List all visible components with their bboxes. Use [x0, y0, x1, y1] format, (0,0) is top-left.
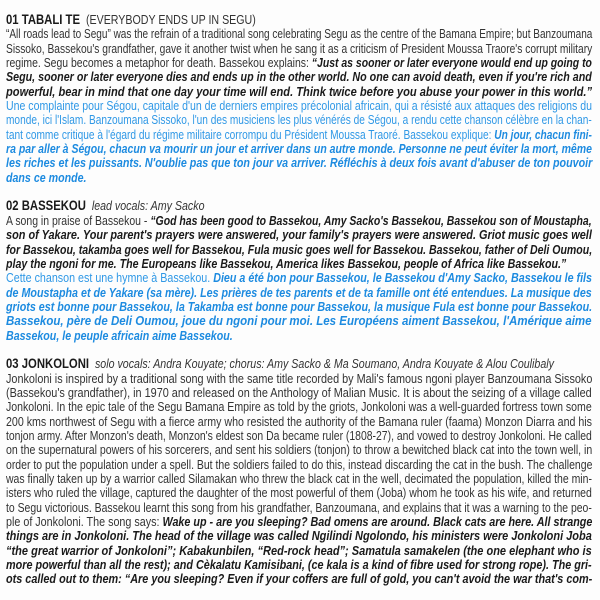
text-line	[6, 256, 567, 271]
track-section	[6, 357, 592, 587]
track-section	[6, 13, 592, 185]
text-line	[6, 285, 592, 300]
track-subtitle: lead vocals: Amy Sacko	[91, 199, 205, 214]
body-text: A song in praise of Bassekou -	[6, 213, 151, 228]
quote-text: Wake up - are you sleeping? Bad omens are around. Black cats are here. All strange	[162, 515, 593, 530]
body-text: was finally taken up by a warrior called Silamakan who threw the black cat in the well, decimated the population, killed the min-	[6, 472, 592, 486]
quote-text: more powerful than all the rest); and Cèkalatu Kamisibani, (ce kala is a kind of fibre used for strong rope). The gri-	[6, 558, 592, 573]
text-line	[6, 228, 592, 243]
track-title: 02 BASSEKOU	[6, 198, 86, 214]
text-line	[6, 486, 592, 501]
quote-text: griots est bonne pour Bassekou, la Takamba est bonne pour Bassekou, la musique Fula est bonne pour Bassekou.	[6, 299, 593, 314]
text-line	[6, 385, 592, 400]
quote-text: ra par aller à Ségou, chacun va mourir un jour et arriver dans un autre monde. Personne ne peut éviter la mort, même	[6, 142, 592, 157]
text-line	[6, 314, 592, 329]
body-text: Sissoko, Bassekou's grandfather, gave it another twist when he sang it as a criticism of President Moussa Traore's corrupt military	[6, 41, 593, 56]
text-line	[6, 414, 592, 429]
text-line	[6, 84, 593, 99]
body-text: ple of Jonkoloni. The song says:	[6, 515, 163, 530]
quote-text: powerful, bear in mind that one day your time will end. Think twice before you abuse your power in this world.”	[6, 84, 593, 99]
body-text: 200 kms northwest of Segu with a fierce army who resisted the authority of the Bamana ruler (faama) Monzon Diarra and his	[6, 414, 592, 429]
liner-notes-page	[6, 13, 592, 587]
track-heading	[6, 13, 502, 27]
text-line	[6, 572, 593, 587]
text-line	[6, 171, 502, 185]
body-text: on the supernatural powers of his sorcerers, and sent his soldiers (tonjon) to throw a bewitched black cat into the town well, in	[6, 443, 593, 458]
quote-text: “the great warrior of Jonkoloni”; Kabakunbilen, “Red-rock head”; Samatula samakelen (the one elephant who is	[6, 543, 592, 558]
track-section	[6, 199, 592, 342]
text-line	[6, 41, 593, 56]
text-line	[6, 99, 592, 114]
quote-text: de Moustapha et de Yakare (sa mère). Les prières de tes parents et de ta famille ont été entendues. La musique des	[6, 285, 592, 300]
text-line	[6, 27, 593, 42]
text-line	[6, 428, 592, 443]
french-text: Cette chanson est une hymne à Bassekou.	[6, 271, 214, 286]
text-line	[6, 443, 593, 458]
text-line	[6, 543, 592, 558]
text-line	[6, 329, 502, 343]
french-text: Une complainte pour Ségou, capitale d'un de derniers empires précolonial africain, qui a résisté aux attaques des religions du	[6, 99, 592, 114]
section-spacer	[6, 185, 592, 199]
quote-text: dans ce monde.	[6, 170, 87, 185]
body-text: (Bassekou's grandfather), in 1970 and released on the Anthology of Malian Music. It is about the seizing of a village called	[6, 385, 592, 400]
quote-text: Un jour, chacun fini-	[494, 127, 592, 142]
text-line	[6, 500, 592, 515]
text-line	[6, 529, 592, 544]
body-text: Jonkoloni. In the epic tale of the Segu Bamana Empire as told by the griots, Jonkoloni was a well-guarded fortress town some	[6, 400, 592, 415]
track-heading	[6, 199, 502, 213]
section-spacer	[6, 343, 592, 357]
body-text: Jonkoloni is inspired by a traditional song with the same title recorded by Mali's famous ngoni player Banzoumana Sissoko	[6, 371, 593, 386]
text-line	[6, 156, 593, 171]
body-text: regime. Segu becomes a metaphor for death. Bassekou explains:	[6, 56, 312, 71]
quote-text: things are in Jonkoloni. The head of the village was called Ngilindi Ngolondo, his ministers were Jonkoloni Joba	[6, 529, 592, 544]
french-text: tant comme critique à l'égard du régime militaire corrompu du Président Moussa Traoré. Bassekou explique:	[6, 127, 495, 142]
track-heading	[6, 356, 554, 372]
body-text: tonjon army. After Monzon's death, Monzon's eldest son Da became ruler (1808-27), and vowed to destroy Jonkoloni. He called	[6, 428, 592, 443]
quote-text: “God has been good to Bassekou, Amy Sacko's Bassekou, Bassekou son of Moustapha,	[150, 213, 592, 228]
text-line	[6, 213, 592, 228]
quote-text: Bassekou, père de Deli Oumou, joue du ngoni pour moi. Les Européens aiment Bassekou, l'Amérique aime	[6, 314, 592, 329]
quote-text: ots called out to them: “Are you sleeping? Even if your coffers are full of gold, you can't avoid the war that's com-	[6, 572, 593, 587]
text-line	[6, 457, 593, 472]
body-text: isters who ruled the village, captured the daughter of the most powerful of them (Joba) whom he took as his wife, and returned	[6, 486, 592, 501]
quote-text: for Bassekou, takamba goes well for Bassekou, Fula music goes well for Bassekou. Bassekou, father of Deli Oumou,	[6, 242, 593, 257]
text-line	[6, 515, 593, 530]
text-line	[6, 400, 592, 415]
text-line	[6, 242, 593, 257]
text-line	[6, 127, 592, 142]
quote-text: son of Yakare. Your parent's prayers were answered, your family's prayers were answered. Griot music goes well	[6, 228, 592, 243]
quote-text: Bassekou, le peuple africain aime Bassekou.	[6, 328, 233, 343]
quote-text: play the ngoni for me. The Europeans like Bassekou, America likes Bassekou, people of Africa like Bassekou.”	[6, 256, 567, 271]
text-line	[6, 558, 592, 573]
text-line	[6, 56, 592, 71]
quote-text: Dieu a été bon pour Bassekou, le Bassekou d'Amy Sacko, Bassekou le fils	[213, 271, 592, 286]
quote-text: “Just as sooner or later everyone would end up going to	[311, 56, 592, 71]
body-text: order to put the population under a spell. But the soldiers failed to do this, instead discarding the cat in the bush. The challenge	[6, 457, 593, 472]
text-line	[6, 142, 592, 157]
text-line	[6, 271, 592, 286]
track-title: 01 TABALI TE	[6, 12, 81, 27]
track-title: 03 JONKOLONI	[6, 356, 90, 372]
body-text: “All roads lead to Segu” was the refrain of a traditional song celebrating Segu as the centre of the Bamana Empire; but Banzoumana	[6, 27, 593, 42]
body-text: to Segu victorious. Bassekou learnt this song from his grandfather, Banzoumana, and explains that it was a warning to the peo-	[6, 500, 592, 515]
text-line	[6, 113, 592, 128]
text-line	[6, 299, 593, 314]
text-line	[6, 70, 592, 85]
quote-text: les riches et les puissants. N'oublie pas que ton jour va arriver. Réfléchis à deux fois avant d'abuser de ton pouvoir	[6, 156, 593, 171]
text-line	[6, 371, 593, 386]
quote-text: Segu, sooner or later everyone dies and ends up in the other world. No one can avoid death, even if you're rich and	[6, 70, 592, 85]
track-subtitle: (EVERYBODY ENDS UP IN SEGU)	[85, 13, 256, 27]
text-line	[6, 472, 592, 486]
french-text: monde, ici l'Islam. Banzoumana Sissoko, l'un des musiciens les plus vénérés de Ségou, a rendu cette chanson célèbre en la chan-	[6, 113, 592, 128]
track-subtitle: solo vocals: Andra Kouyate; chorus: Amy Sacko & Ma Soumano, Andra Kouyate & Alou Coulibaly	[94, 357, 554, 372]
